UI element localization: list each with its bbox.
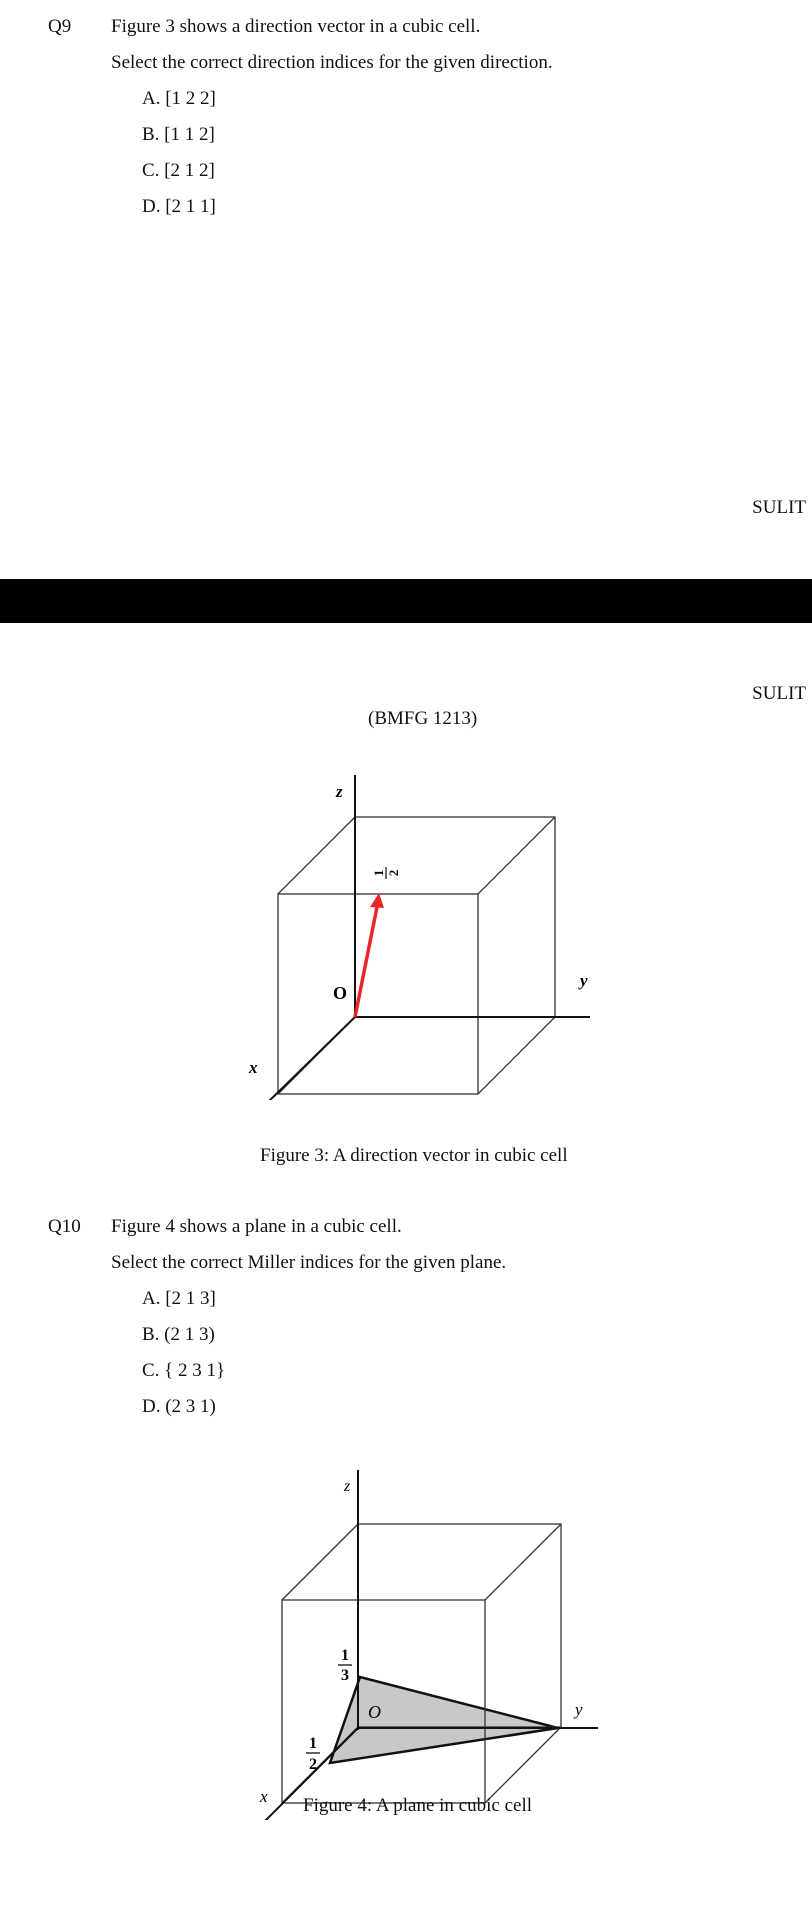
figure4-label-z: z — [344, 1478, 351, 1495]
figure3-fraction-half — [371, 867, 401, 879]
figure4-frac-half-den: 2 — [309, 1756, 317, 1773]
question-number-q9: Q9 — [48, 16, 72, 37]
figure4-label-x: x — [260, 1787, 268, 1806]
figure4-plane-triangle — [330, 1677, 558, 1763]
figure4-frac-third-num: 1 — [341, 1647, 349, 1664]
q10-prompt-line1: Figure 4 shows a plane in a cubic cell. — [111, 1216, 402, 1237]
sulit-header-top: SULIT — [752, 497, 806, 518]
figure3-label-z: z — [336, 782, 343, 801]
q10-option-b: B. (2 1 3) — [142, 1324, 215, 1345]
q9-option-b: B. [1 1 2] — [142, 124, 215, 145]
figure3-label-origin: O — [333, 983, 348, 1003]
figure4-frac-half-num: 1 — [309, 1735, 317, 1752]
figure4-fraction-third — [338, 1647, 352, 1684]
question-number-q10: Q10 — [48, 1216, 81, 1237]
figure3-cubic-cell-diagram — [0, 760, 812, 1100]
figure4-cubic-cell-diagram — [0, 1440, 812, 1820]
figure3-caption: Figure 3: A direction vector in cubic cell — [260, 1145, 568, 1166]
figure3-direction-vector — [355, 893, 384, 1017]
figure4-label-origin: O — [368, 1702, 381, 1722]
q10-option-a: A. [2 1 3] — [142, 1288, 216, 1309]
q9-prompt-line1: Figure 3 shows a direction vector in a cubic cell. — [111, 16, 481, 37]
figure4-label-y: y — [575, 1700, 583, 1719]
q9-prompt-line2: Select the correct direction indices for the given direction. — [111, 52, 553, 73]
figure3-frac-den: 2 — [386, 869, 401, 877]
figure3-label-x: x — [249, 1058, 258, 1077]
sulit-header-bottom: SULIT — [752, 683, 806, 704]
figure3-frac-num: 1 — [371, 869, 386, 877]
q9-option-d: D. [2 1 1] — [142, 196, 216, 217]
figure4-caption: Figure 4: A plane in cubic cell — [303, 1795, 533, 1816]
q10-option-d: D. (2 3 1) — [142, 1396, 216, 1417]
q9-option-c: C. [2 1 2] — [142, 160, 215, 181]
q9-option-a: A. [1 2 2] — [142, 88, 216, 109]
q10-prompt-line2: Select the correct Miller indices for the given plane. — [111, 1252, 507, 1273]
figure3-label-y: y — [580, 971, 588, 990]
figure4-frac-third-den: 3 — [341, 1667, 349, 1684]
course-code: (BMFG 1213) — [368, 708, 478, 729]
page-break-band — [0, 579, 812, 623]
q10-option-c: C. { 2 3 1} — [142, 1360, 226, 1381]
